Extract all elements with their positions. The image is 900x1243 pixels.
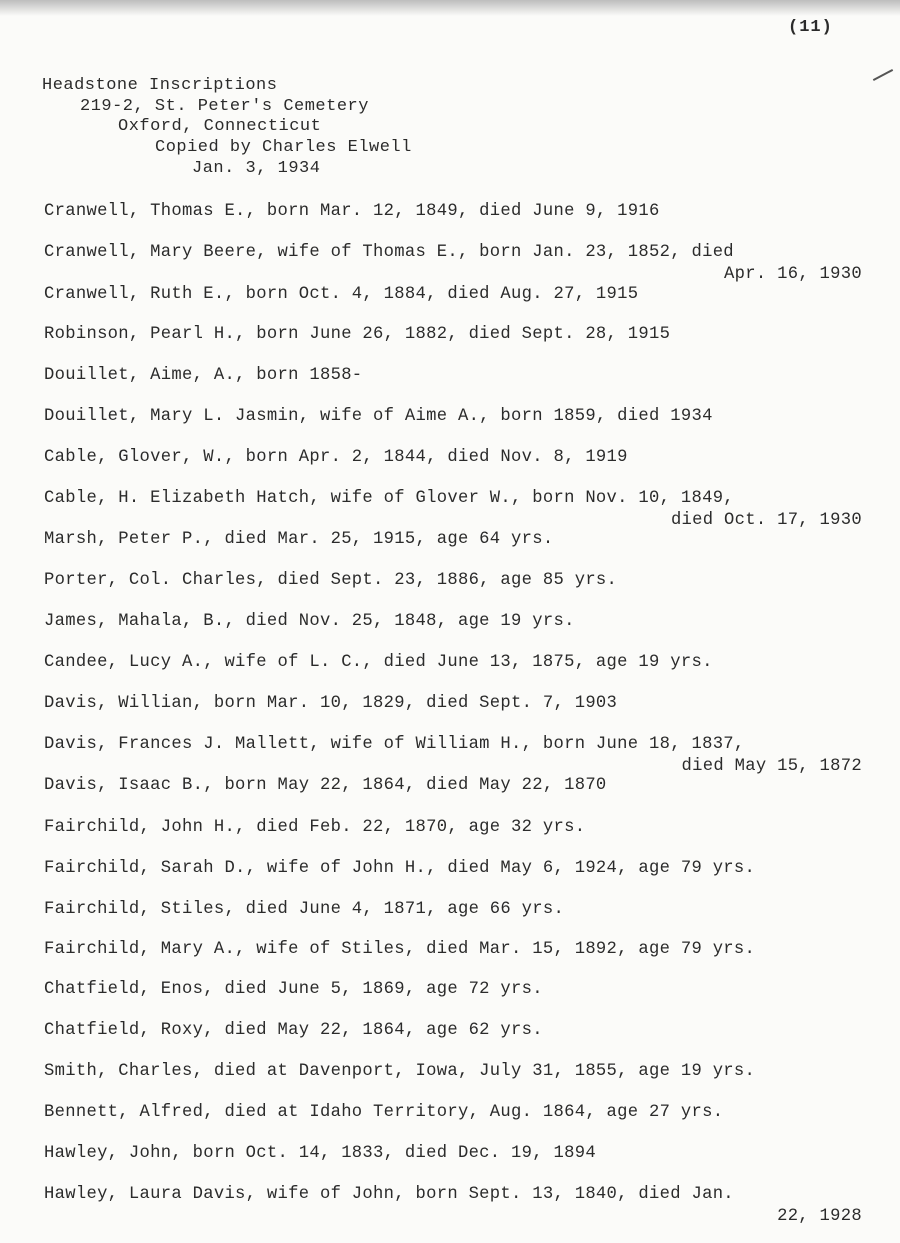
inscription-entry	[44, 529, 894, 551]
inscription-entry	[44, 324, 894, 346]
inscription-entry	[44, 693, 894, 715]
inscription-entry	[44, 899, 894, 921]
inscription-entry	[44, 1102, 894, 1124]
entry-text: Fairchild, Stiles, died June 4, 1871, age 66 yrs.	[44, 900, 565, 919]
entry-text: Porter, Col. Charles, died Sept. 23, 1886, age 85 yrs.	[44, 571, 618, 590]
entry-text: Douillet, Mary L. Jasmin, wife of Aime A., born 1859, died 1934	[44, 407, 713, 426]
inscription-entry	[44, 979, 894, 1001]
entry-text: Cable, H. Elizabeth Hatch, wife of Glover W., born Nov. 10, 1849,	[44, 489, 734, 508]
inscription-entry	[44, 652, 894, 674]
inscription-entry	[44, 242, 894, 286]
inscription-entry	[44, 939, 894, 961]
entry-text: Cable, Glover, W., born Apr. 2, 1844, died Nov. 8, 1919	[44, 448, 628, 467]
entry-text: Hawley, John, born Oct. 14, 1833, died Dec. 19, 1894	[44, 1144, 596, 1163]
entry-text: Cranwell, Mary Beere, wife of Thomas E., born Jan. 23, 1852, died	[44, 243, 734, 262]
entry-text: Fairchild, Mary A., wife of Stiles, died Mar. 15, 1892, age 79 yrs.	[44, 940, 756, 959]
entry-text: Cranwell, Ruth E., born Oct. 4, 1884, died Aug. 27, 1915	[44, 285, 639, 304]
inscription-entry	[44, 447, 894, 469]
entry-text: Cranwell, Thomas E., born Mar. 12, 1849, died June 9, 1916	[44, 202, 660, 221]
inscription-entry	[44, 734, 894, 778]
entry-text: Hawley, Laura Davis, wife of John, born Sept. 13, 1840, died Jan.	[44, 1185, 734, 1204]
entry-text: Bennett, Alfred, died at Idaho Territory, Aug. 1864, age 27 yrs.	[44, 1103, 724, 1122]
page-number: (11)	[788, 18, 833, 37]
entry-text: Smith, Charles, died at Davenport, Iowa, July 31, 1855, age 19 yrs.	[44, 1062, 756, 1081]
header-cemetery: 219-2, St. Peter's Cemetery	[80, 97, 369, 116]
entry-continuation: died May 15, 1872	[681, 757, 862, 776]
entry-continuation: Apr. 16, 1930	[724, 265, 862, 284]
inscription-entry	[44, 775, 894, 797]
entry-text: Davis, Willian, born Mar. 10, 1829, died Sept. 7, 1903	[44, 694, 618, 713]
inscription-entry	[44, 1184, 894, 1228]
entry-text: Douillet, Aime, A., born 1858-	[44, 366, 363, 385]
entry-text: Chatfield, Roxy, died May 22, 1864, age 62 yrs.	[44, 1021, 543, 1040]
scan-edge-shadow	[0, 0, 900, 16]
margin-pencil-mark	[873, 69, 893, 81]
entry-text: Chatfield, Enos, died June 5, 1869, age 72 yrs.	[44, 980, 543, 999]
inscription-entry	[44, 1143, 894, 1165]
entry-text: Candee, Lucy A., wife of L. C., died June 13, 1875, age 19 yrs.	[44, 653, 713, 672]
inscription-entry	[44, 1061, 894, 1083]
entry-text: Davis, Isaac B., born May 22, 1864, died May 22, 1870	[44, 776, 607, 795]
inscription-entry	[44, 488, 894, 532]
entry-continuation: 22, 1928	[777, 1207, 862, 1226]
header-date: Jan. 3, 1934	[192, 159, 321, 178]
inscription-entry	[44, 570, 894, 592]
inscription-entry	[44, 201, 894, 223]
inscription-entry	[44, 611, 894, 633]
inscription-entry	[44, 817, 894, 839]
header-location: Oxford, Connecticut	[118, 117, 322, 136]
header-copied-by: Copied by Charles Elwell	[155, 138, 412, 157]
inscription-entry	[44, 858, 894, 880]
entry-text: Robinson, Pearl H., born June 26, 1882, died Sept. 28, 1915	[44, 325, 671, 344]
inscription-entry	[44, 1020, 894, 1042]
entry-text: Fairchild, Sarah D., wife of John H., died May 6, 1924, age 79 yrs.	[44, 859, 756, 878]
entry-text: Davis, Frances J. Mallett, wife of William H., born June 18, 1837,	[44, 735, 745, 754]
inscription-entry	[44, 284, 894, 306]
entry-text: Marsh, Peter P., died Mar. 25, 1915, age 64 yrs.	[44, 530, 554, 549]
header-title: Headstone Inscriptions	[42, 76, 278, 95]
entry-text: Fairchild, John H., died Feb. 22, 1870, age 32 yrs.	[44, 818, 586, 837]
entry-continuation: died Oct. 17, 1930	[670, 511, 862, 530]
inscription-entry	[44, 406, 894, 428]
entry-text: James, Mahala, B., died Nov. 25, 1848, age 19 yrs.	[44, 612, 575, 631]
inscription-entry	[44, 365, 894, 387]
